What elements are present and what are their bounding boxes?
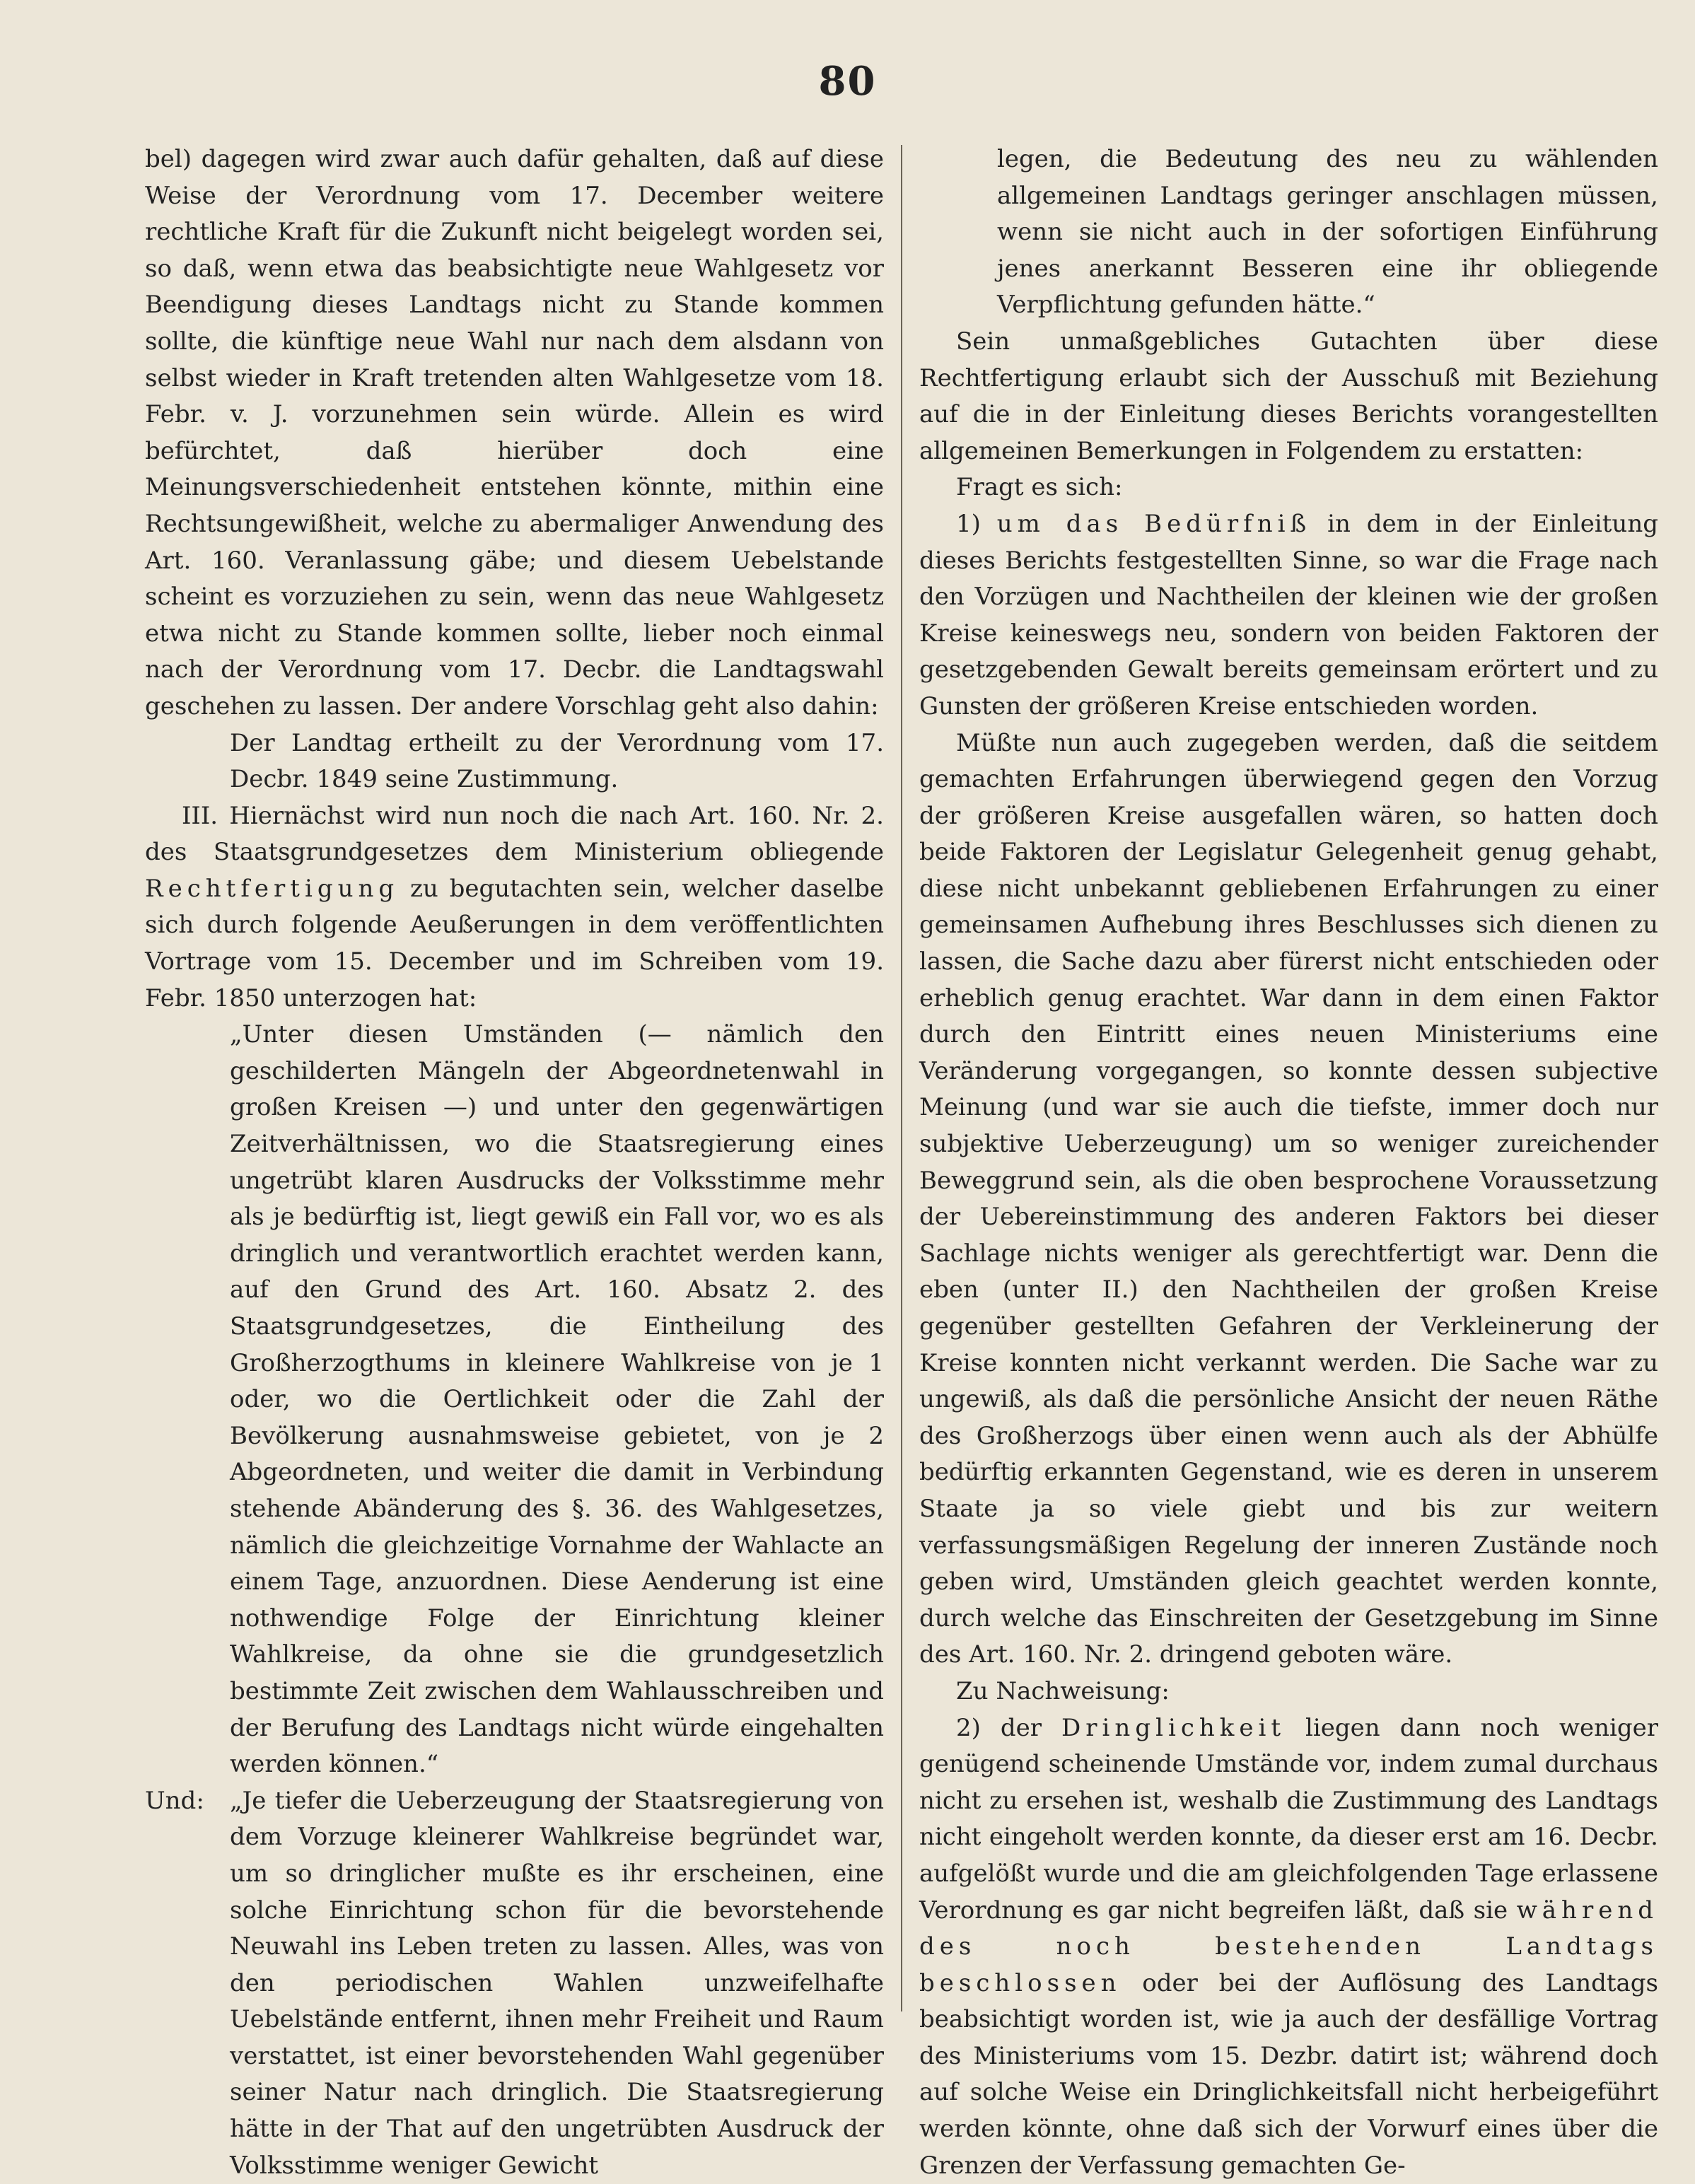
landtag-emphasis: während des noch bestehenden Landtags beschlossen [919,1896,1658,1997]
right-paragraph-1: Sein unmaßgebliches Gutachten über diese Rechtfertigung erlaubt sich der Ausschuß mit Beziehung auf die in der Einleitung dieses Berichts vorangestellten allgemeinen Bemerkungen in Folgendem zu erstatten: [919,327,1658,465]
right-paragraph-4: Müßte nun auch zugegeben werden, daß die seitdem gemachten Erfahrungen überwiegend gegen den Vorzug der größeren Kreise ausgefallen wären, so hatten doch beide Faktoren der Legislatur Gelegenheit genug gehabt, diese nicht unbekannt gebliebenen Erfahrungen zu einer gemeinsamen Aufhebung ihres Beschlusses sich dienen zu lassen, die Sache dazu aber fürerst nicht entschieden oder erheblich genug erachtet. War dann in dem einen Faktor durch den Eintritt eines neuen Ministeriums eine Veränderung vorgegangen, so konnte dessen subjective Meinung (und war sie auch die tiefste, immer doch nur subjektive Ueberzeugung) um so weniger zureichender Beweggrund sein, als die oben besprochene Voraussetzung der Uebereinstimmung des anderen Faktors bei dieser Sachlage nichts weniger als gerechtfertigt war. Denn die eben (unter II.) den Nachtheilen der großen Kreise gegenüber gestellten Gefahren der Verkleinerung der Kreise konnten nicht verkannt werden. Die Sache war zu ungewiß, als daß die persönliche Ansicht der neuen Räthe des Großherzogs über einen wenn auch als der Abhülfe bedürftig erkannten Gegenstand, wie es deren in unserem Staate ja so viele giebt und bis zur weitern verfassungsmäßigen Regelung der inneren Zustände noch geben wird, Umständen gleich geachtet werden konnte, durch welche das Einschreiten der Gesetzgebung im Sinne des Art. 160. Nr. 2. dringend geboten wäre. [919,728,1658,1669]
right-quote-continuation: legen, die Bedeutung des neu zu wählenden allgemeinen Landtags geringer anschlagen müssen, wenn sie nicht auch in der sofortigen Einführung jenes anerkannt Besseren eine ihr obliegende Verpflichtung gefunden hätte.“ [997,145,1658,320]
left-proposal: Der Landtag ertheilt zu der Verordnung vom 17. Decbr. 1849 seine Zustimmung. [230,728,884,794]
und-label: Und: [145,1786,204,1815]
point-2-text-b: oder bei der Auflösung des Landtags beabsichtigt worden ist, wie ja auch der desfällige Vortrag des Ministeriums vom 15. Dezbr. datirt ist; während doch auf solche Weise ein Dringlichkeitsfall nicht herbeigeführt werden könnte, ohne daß sich der Vorwurf eines über die Grenzen der Verfassung gemachten Ge- [919,1968,1658,2180]
left-paragraph-3 [145,798,884,1017]
right-paragraph-2: Fragt es sich: [956,473,1123,502]
beduerfniss-term: um das Bedürfniß [996,509,1312,538]
left-column [145,141,884,2184]
page-number: 80 [818,58,877,105]
dringlichkeit-term: Dringlichkeit [1061,1713,1286,1742]
point-2-text-a: liegen dann noch weniger genügend scheinende Umstände vor, indem zumal durchaus nicht zu ersehen ist, weshalb die Zustimmung des Landtags nicht eingeholt werden konnte, da dieser erst am 16. Decbr. aufgelößt wurde und die am gleichfolgenden Tage erlassene Verordnung es gar nicht begreifen läßt, daß sie [919,1713,1658,1925]
column-divider [901,145,902,2011]
und-quote-row [145,1783,884,2184]
right-paragraph-5: Zu Nachweisung: [956,1676,1170,1705]
point-2-prefix: 2) der [956,1713,1062,1742]
left-quote-1: „Unter diesen Umständen (— nämlich den geschilderten Mängeln der Abgeordnetenwahl in großen Kreisen —) und unter den gegenwärtigen Zeitverhältnissen, wo die Staatsregierung eines ungetrübt klaren Ausdrucks der Volksstimme mehr als je bedürftig ist, liegt gewiß ein Fall vor, wo es als dringlich und verantwortlich erachtet werden kann, auf den Grund des Art. 160. Absatz 2. des Staatsgrundgesetzes, die Eintheilung des Großherzogthums in kleinere Wahlkreise von je 1 oder, wo die Oertlichkeit oder die Zahl der Bevölkerung ausnahmsweise gebietet, von je 2 Abgeordneten, und weiter die damit in Verbindung stehende Abänderung des §. 36. des Wahlgesetzes, nämlich die gleichzeitige Vornahme der Wahlacte an einem Tage, anzuordnen. Diese Aenderung ist eine nothwendige Folge der Einrichtung kleiner Wahlkreise, da ohne sie die grundgesetzlich bestimmte Zeit zwischen dem Wahlausschreiben und der Berufung des Landtags nicht würde eingehalten werden können.“ [230,1020,884,1779]
right-paragraph-3 [919,506,1658,725]
section-iii-text-a: III. Hiernächst wird nun noch die nach Art. 160. Nr. 2. des Staatsgrundgesetzes dem Ministerium obliegende [145,801,884,867]
point-1-text: in dem in der Einleitung dieses Berichts festgestellten Sinne, so war die Frage nach den Vorzügen und Nachtheilen der kleinen wie der großen Kreise keineswegs neu, sondern von beiden Faktoren der gesetzgebenden Gewalt bereits gemeinsam erörtert und zu Gunsten der größeren Kreise entschieden worden. [919,509,1658,720]
rechtfertigung-term: Rechtfertigung [145,874,400,903]
section-iii-text-b: zu begutachten sein, welcher daselbe sich durch folgende Aeußerungen in dem veröffentlichten Vortrage vom 15. December und im Schreiben vom 19. Febr. 1850 unterzogen hat: [145,874,884,1012]
left-quote-2: „Je tiefer die Ueberzeugung der Staatsregierung von dem Vorzuge kleinerer Wahlkreise begründet war, um so dringlicher mußte es ihr erscheinen, eine solche Einrichtung schon für die bevorstehende Neuwahl ins Leben treten zu lassen. Alles, was von den periodischen Wahlen unzweifelhafte Uebelstände entfernt, ihnen mehr Freiheit und Raum verstattet, ist einer bevorstehenden Wahl gegenüber seiner Natur nach dringlich. Die Staatsregierung hätte in der That auf den ungetrübten Ausdruck der Volksstimme weniger Gewicht [230,1786,884,2180]
right-column [919,141,1658,2184]
point-1-prefix: 1) [956,509,997,538]
left-paragraph-1: bel) dagegen wird zwar auch dafür gehalten, daß auf diese Weise der Verordnung vom 17. December weitere rechtliche Kraft für die Zukunft nicht beigelegt worden sei, so daß, wenn etwa das beabsichtigte neue Wahlgesetz vor Beendigung dieses Landtags nicht zu Stande kommen sollte, die künftige neue Wahl nur nach dem alsdann von selbst wieder in Kraft tretenden alten Wahlgesetze vom 18. Febr. v. J. vorzunehmen sein würde. Allein es wird befürchtet, daß hierüber doch eine Meinungsverschiedenheit entstehen könnte, mithin eine Rechtsungewißheit, welche zu abermaliger Anwendung des Art. 160. Veranlassung gäbe; und diesem Uebelstande scheint es vorzuziehen zu sein, wenn das neue Wahlgesetz etwa nicht zu Stande kommen sollte, lieber noch einmal nach der Verordnung vom 17. Decbr. die Landtagswahl geschehen zu lassen. Der andere Vorschlag geht also dahin: [145,145,884,720]
right-paragraph-6 [919,1710,1658,2184]
